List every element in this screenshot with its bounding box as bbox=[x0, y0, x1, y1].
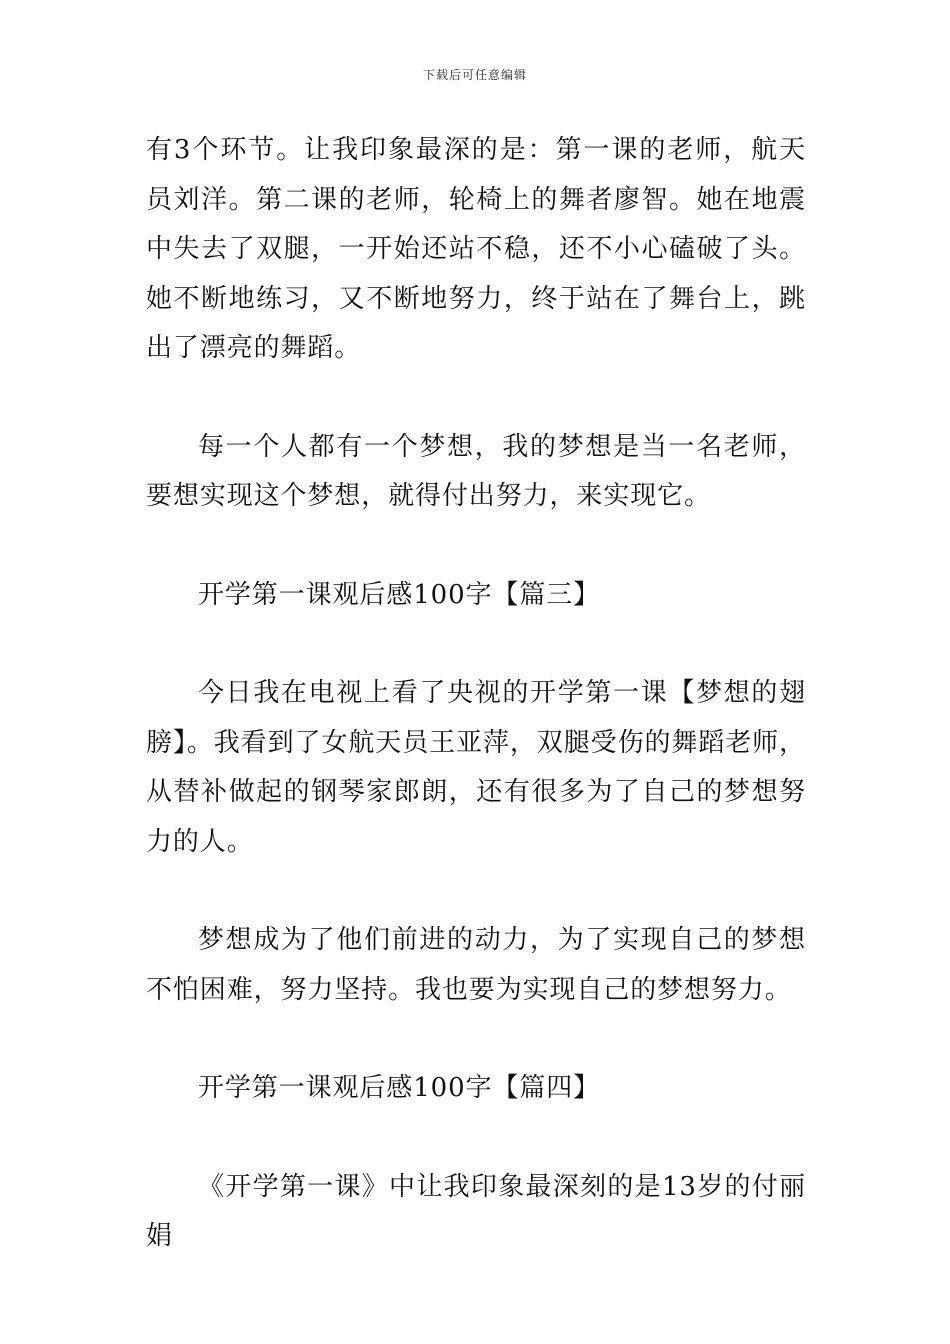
paragraph-gap bbox=[146, 374, 806, 423]
paragraph-gap bbox=[146, 867, 806, 916]
paragraph-3: 今日我在电视上看了央视的开学第一课【梦想的翅膀】。我看到了女航天员王亚萍，双腿受伤的舞蹈老师，从替补做起的钢琴家郎朗，还有很多为了自己的梦想努力的人。 bbox=[146, 678, 806, 857]
paragraph-gap bbox=[146, 620, 806, 669]
paragraph-gap bbox=[146, 1114, 806, 1163]
section-heading-4: 开学第一课观后感100字【篇四】 bbox=[198, 1073, 601, 1103]
header-note: 下载后可任意编辑 bbox=[422, 68, 527, 82]
section-heading-3: 开学第一课观后感100字【篇三】 bbox=[198, 579, 601, 610]
document-body bbox=[146, 126, 806, 1262]
paragraph-2: 每一个人都有一个梦想，我的梦想是当一名老师，要想实现这个梦想，就得付出努力，来实现它。 bbox=[146, 431, 806, 511]
paragraph-gap bbox=[146, 522, 806, 571]
paragraph-gap bbox=[146, 1015, 806, 1064]
paragraph-5: 《开学第一课》中让我印象最深刻的是13岁的付丽娟 bbox=[146, 1171, 806, 1251]
paragraph-4: 梦想成为了他们前进的动力，为了实现自己的梦想不怕困难，努力坚持。我也要为实现自己的梦想努力。 bbox=[146, 925, 806, 1005]
paragraph-1: 有3个环节。让我印象最深的是：第一课的老师，航天员刘洋。第二课的老师，轮椅上的舞者廖智。她在地震中失去了双腿，一开始还站不稳，还不小心磕破了头。她不断地练习，又不断地努力，终于站在了舞台上，跳出了漂亮的舞蹈。 bbox=[146, 135, 806, 363]
